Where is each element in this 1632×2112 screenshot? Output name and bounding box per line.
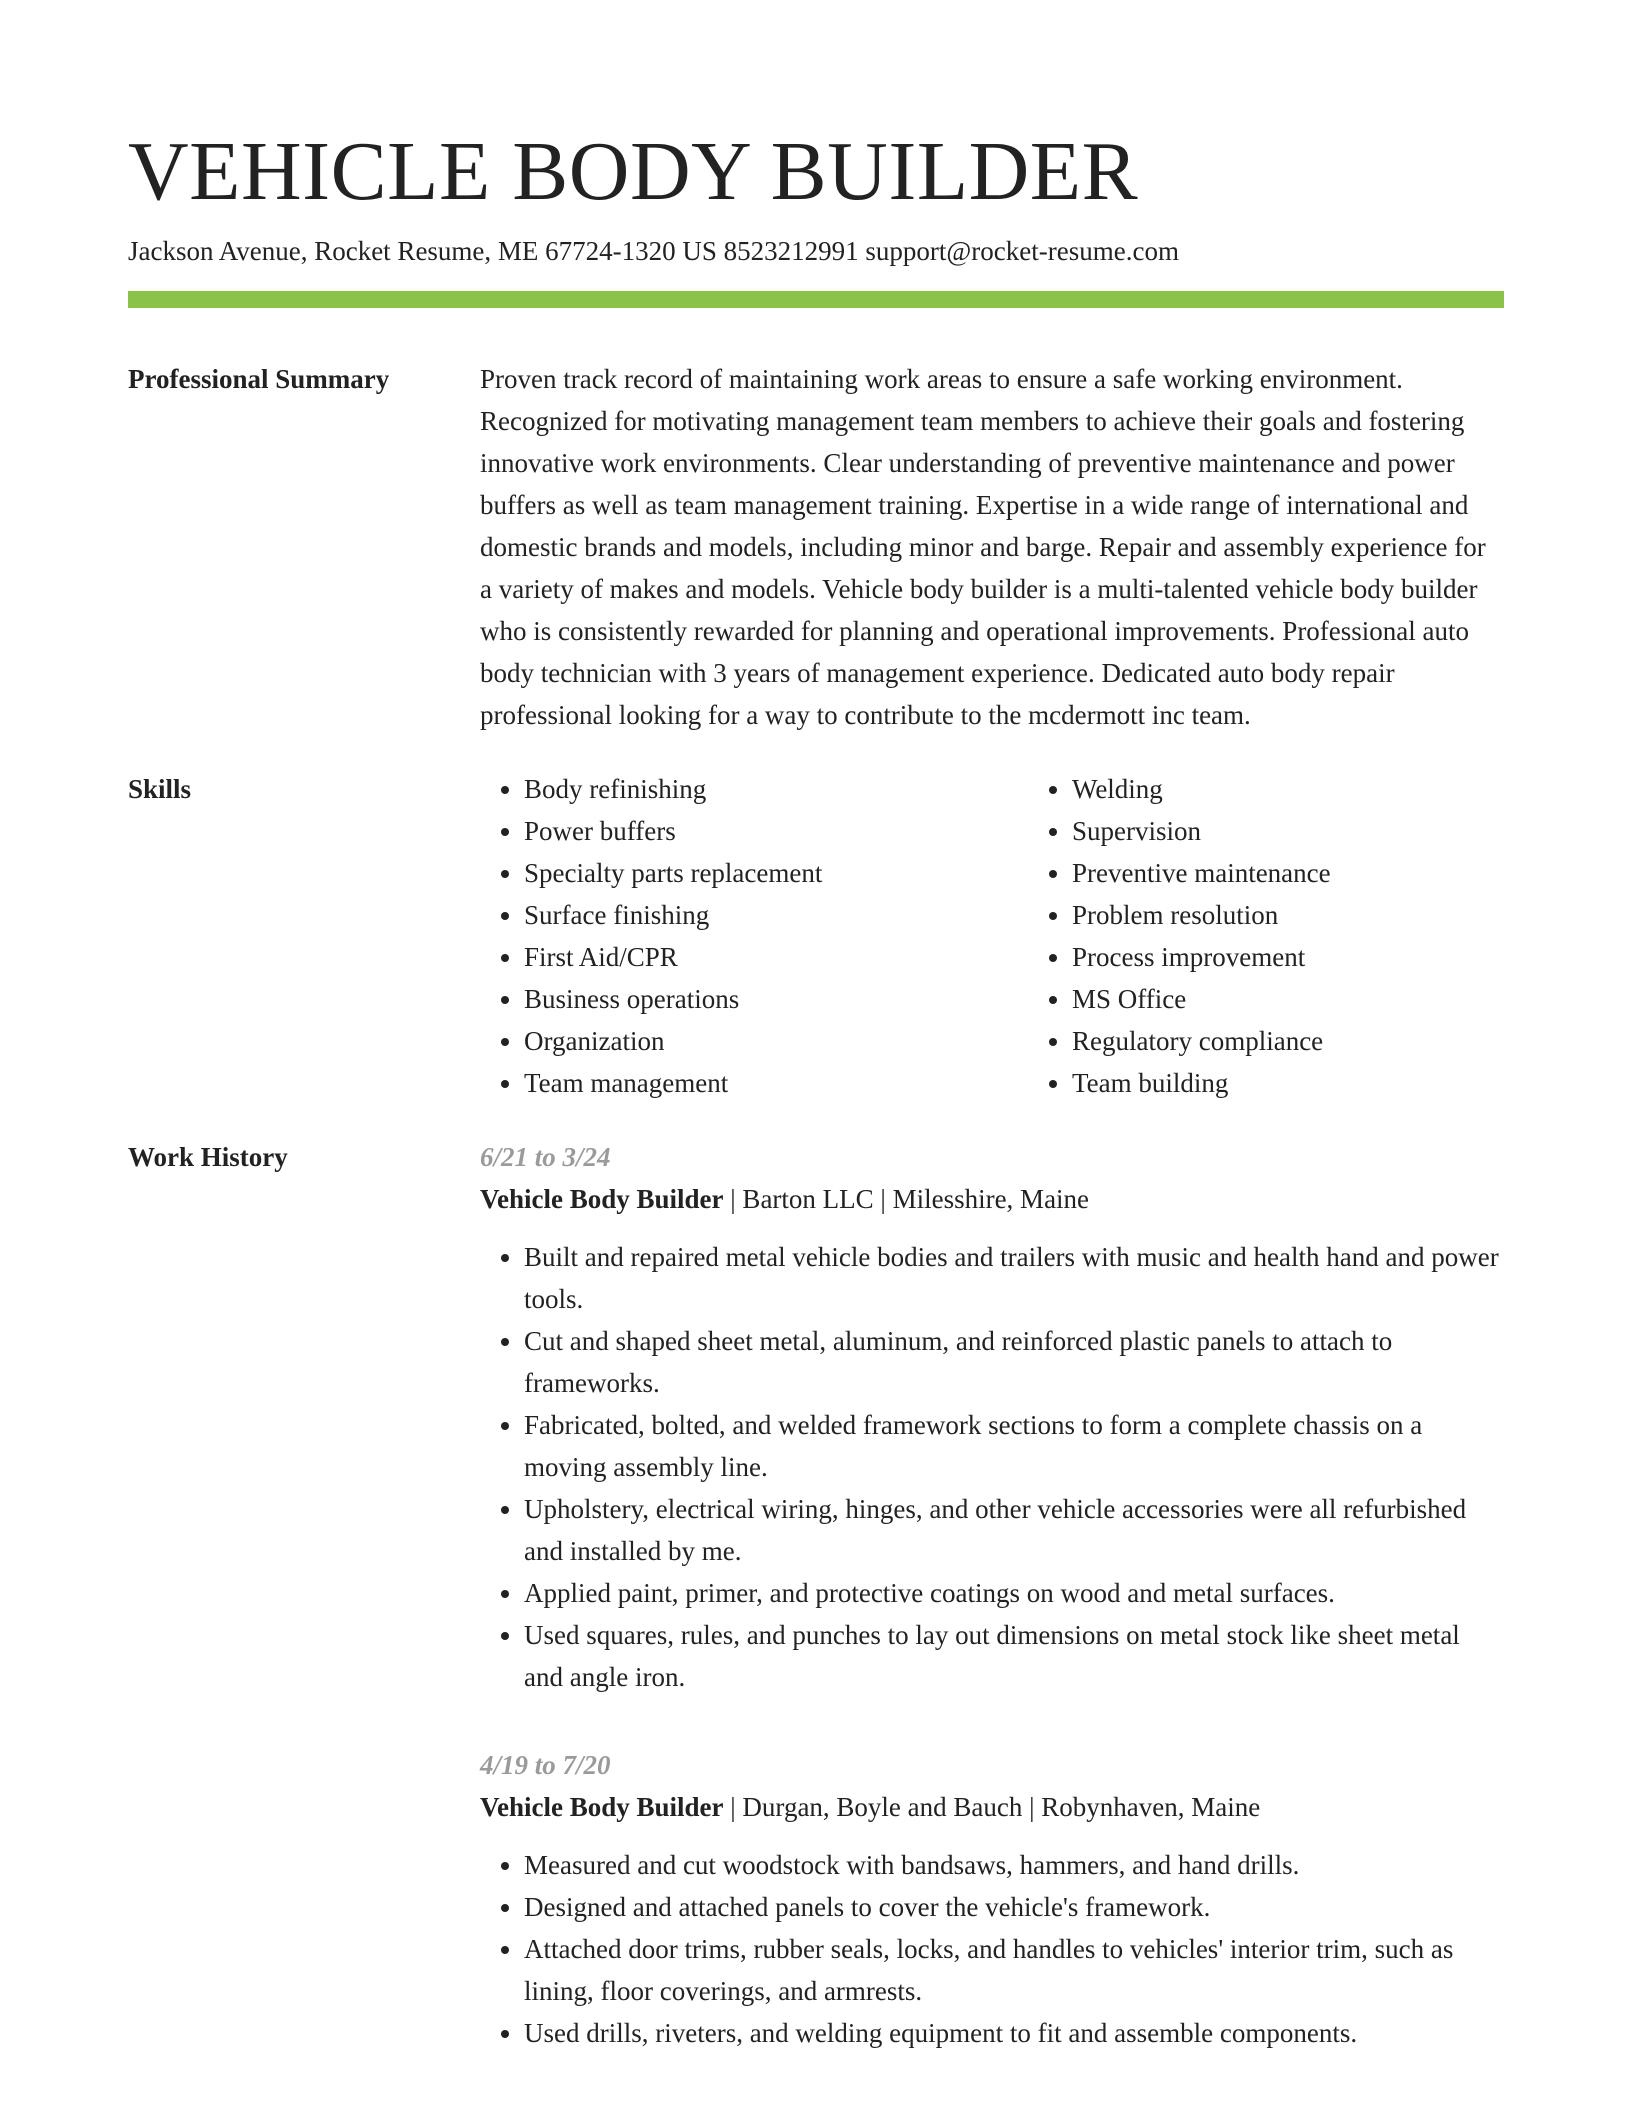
section-title-summary: Professional Summary [128,364,390,394]
job-bullet: • Measured and cut woodstock with bandsaws, hammers, and hand drills. [524,1844,1504,1886]
skill-item: • Surface finishing [524,894,1028,936]
job-role: Vehicle Body Builder [480,1184,724,1214]
skill-item: • MS Office [1072,978,1331,1020]
skill-item: • Problem resolution [1072,894,1331,936]
job-bullet: • Attached door trims, rubber seals, locks, and handles to vehicles' interior trim, such as lining, floor coverings, and armrests. [524,1928,1504,2012]
job-bullet: • Applied paint, primer, and protective coatings on wood and metal surfaces. [524,1572,1504,1614]
job-bullet: • Built and repaired metal vehicle bodies and trailers with music and health hand and power tools. [524,1236,1504,1320]
job-bullet: • Used drills, riveters, and welding equipment to fit and assemble components. [524,2012,1504,2054]
skill-item: • Supervision [1072,810,1331,852]
job-bullet: • Upholstery, electrical wiring, hinges, and other vehicle accessories were all refurbished and installed by me. [524,1488,1504,1572]
skill-item: • Power buffers [524,810,1028,852]
job-bullet: • Cut and shaped sheet metal, aluminum, and reinforced plastic panels to attach to frameworks. [524,1320,1504,1404]
skill-item: • Team management [524,1062,1028,1104]
skill-item: • Regulatory compliance [1072,1020,1331,1062]
job-entry [480,1136,1504,1698]
contact-info: Jackson Avenue, Rocket Resume, ME 67724-1320 US 8523212991 support@rocket-resume.com [128,236,1179,266]
work-history-body [480,1136,1504,2100]
resume-header [128,0,1504,308]
skills-section [128,768,1504,1104]
skill-item: • Process improvement [1072,936,1331,978]
candidate-name: VEHICLE BODY BUILDER [128,125,1139,218]
skill-item: • Welding [1072,768,1331,810]
skills-column-2 [1028,768,1331,1104]
accent-divider [128,291,1504,308]
job-title-line [480,1786,1504,1828]
section-title-work-history: Work History [128,1142,288,1172]
job-bullet: • Used squares, rules, and punches to lay out dimensions on metal stock like sheet metal and angle iron. [524,1614,1504,1698]
job-dates: 6/21 to 3/24 [480,1142,611,1172]
resume-page [128,0,1504,2100]
skill-item: • Preventive maintenance [1072,852,1331,894]
job-bullet: • Designed and attached panels to cover the vehicle's framework. [524,1886,1504,1928]
skill-item: • Business operations [524,978,1028,1020]
job-bullet: • Fabricated, bolted, and welded framework sections to form a complete chassis on a moving assembly line. [524,1404,1504,1488]
job-bullets [480,1844,1504,2054]
job-employer-location: | Durgan, Boyle and Bauch | Robynhaven, Maine [723,1792,1261,1822]
skill-item: • Organization [524,1020,1028,1062]
job-bullets [480,1236,1504,1698]
summary-body [480,358,1504,736]
professional-summary-section [128,358,1504,736]
summary-text: Proven track record of maintaining work areas to ensure a safe working environment. Recognized for motivating management team members to achieve their goals and fostering innovative work environments. Clear understanding of preventive maintenance and power buffers as well as team management training. Expertise in a wide range of international and domestic brands and models, including minor and barge. Repair and assembly experience for a variety of makes and models. Vehicle body builder is a multi-talented vehicle body builder who is consistently rewarded for planning and operational improvements. Professional auto body technician with 3 years of management experience. Dedicated auto body repair professional looking for a way to contribute to the mcdermott inc team. [480,364,1486,730]
job-employer-location: | Barton LLC | Milesshire, Maine [723,1184,1090,1214]
work-history-section [128,1136,1504,2100]
job-dates: 4/19 to 7/20 [480,1750,611,1780]
job-role: Vehicle Body Builder [480,1792,724,1822]
job-entry [480,1744,1504,2054]
skill-item: • Body refinishing [524,768,1028,810]
skill-item: • Team building [1072,1062,1331,1104]
skill-item: • Specialty parts replacement [524,852,1028,894]
section-title-skills: Skills [128,774,192,804]
skills-list [480,768,1504,1104]
skills-column-1 [480,768,1028,1104]
job-title-line [480,1178,1504,1220]
skill-item: • First Aid/CPR [524,936,1028,978]
